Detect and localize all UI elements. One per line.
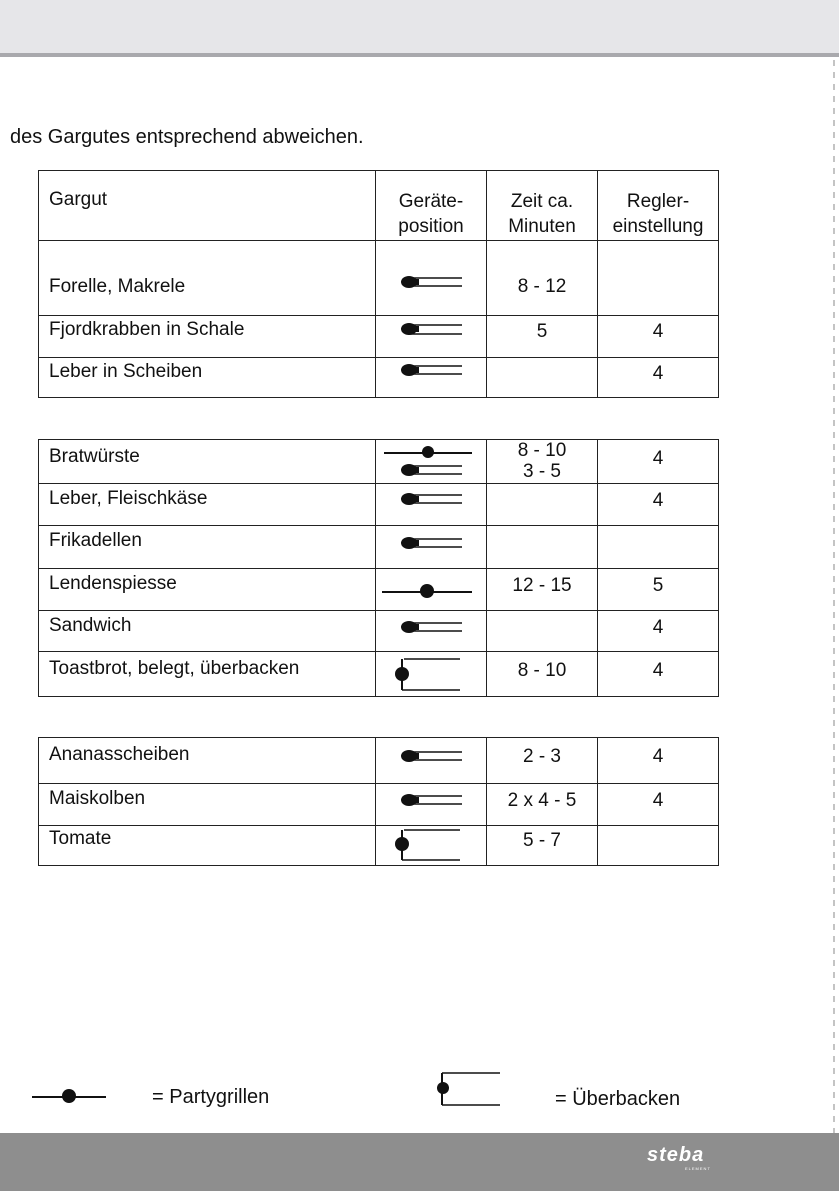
table-row bbox=[39, 526, 376, 569]
regler-cell bbox=[598, 611, 719, 652]
table-row bbox=[39, 611, 376, 652]
zeit-cell bbox=[487, 316, 598, 358]
position-cell bbox=[376, 526, 487, 569]
table-3 bbox=[38, 737, 719, 866]
grill-position-icon bbox=[376, 484, 487, 526]
row-name: Bratwürste bbox=[49, 446, 140, 467]
header-gargut-label: Gargut bbox=[49, 189, 108, 210]
grill-position-icon bbox=[376, 738, 487, 784]
row-name: Frikadellen bbox=[49, 530, 142, 551]
row-name: Leber, Fleischkäse bbox=[49, 488, 208, 509]
footer-bar bbox=[0, 1133, 839, 1191]
logo-wordmark: steba bbox=[647, 1144, 705, 1166]
regler-cell bbox=[598, 738, 719, 784]
row-name: Forelle, Makrele bbox=[49, 276, 186, 297]
regler-cell bbox=[598, 784, 719, 826]
table-row bbox=[39, 738, 376, 784]
position-cell bbox=[376, 484, 487, 526]
table-1 bbox=[38, 170, 719, 398]
party-position-icon bbox=[376, 569, 487, 611]
grill-position-icon bbox=[376, 526, 487, 569]
grill-position-icon bbox=[376, 358, 487, 398]
zeit-cell bbox=[487, 526, 598, 569]
zeit-value: 8 - 12 bbox=[517, 276, 567, 297]
regler-value: 4 bbox=[652, 790, 664, 811]
zeit-cell bbox=[487, 826, 598, 866]
regler-cell bbox=[598, 358, 719, 398]
table-row bbox=[39, 440, 376, 484]
regler-cell bbox=[598, 484, 719, 526]
zeit-value-2: 3 - 5 bbox=[522, 461, 562, 482]
row-name: Toastbrot, belegt, überbacken bbox=[49, 658, 300, 679]
position-cell bbox=[376, 826, 487, 866]
regler-value: 4 bbox=[652, 617, 664, 638]
header-regler-line2: einstellung bbox=[612, 216, 704, 237]
grill-position-icon bbox=[376, 316, 487, 358]
zeit-cell bbox=[487, 569, 598, 611]
zeit-value: 5 bbox=[536, 321, 548, 342]
header-zeit-line1: Zeit ca. bbox=[510, 191, 574, 212]
zeit-cell bbox=[487, 738, 598, 784]
position-cell bbox=[376, 241, 487, 316]
zeit-cell bbox=[487, 784, 598, 826]
zeit-cell bbox=[487, 241, 598, 316]
ueberbacken-position-icon bbox=[376, 826, 487, 866]
header-position-line1: Geräte- bbox=[398, 191, 464, 212]
position-cell bbox=[376, 784, 487, 826]
zeit-value: 2 x 4 - 5 bbox=[507, 790, 577, 811]
zeit-value: 5 - 7 bbox=[522, 830, 562, 851]
regler-value: 4 bbox=[652, 448, 664, 469]
regler-cell bbox=[598, 826, 719, 866]
grill-position-icon bbox=[376, 241, 487, 316]
party-grill-position-icon bbox=[376, 440, 487, 484]
zeit-value: 8 - 10 bbox=[517, 660, 567, 681]
header-zeit-line2: Minuten bbox=[508, 216, 576, 237]
header-bar bbox=[0, 0, 839, 57]
regler-value: 4 bbox=[652, 321, 664, 342]
page-edge-line bbox=[833, 60, 835, 1133]
table-row bbox=[39, 784, 376, 826]
zeit-value: 2 - 3 bbox=[522, 746, 562, 767]
position-cell bbox=[376, 440, 487, 484]
zeit-cell bbox=[487, 652, 598, 697]
intro-text: des Gargutes entsprechend abweichen. bbox=[10, 126, 364, 148]
table-row bbox=[39, 241, 376, 316]
zeit-cell bbox=[487, 611, 598, 652]
regler-value: 4 bbox=[652, 660, 664, 681]
row-name: Tomate bbox=[49, 828, 112, 849]
ueberbacken-legend-icon bbox=[434, 1070, 504, 1110]
zeit-value: 8 - 10 bbox=[517, 440, 567, 461]
regler-cell bbox=[598, 241, 719, 316]
position-cell bbox=[376, 358, 487, 398]
table-row bbox=[39, 569, 376, 611]
legend-party-label: = Partygrillen bbox=[152, 1086, 270, 1108]
regler-value: 4 bbox=[652, 490, 664, 511]
table-row bbox=[39, 826, 376, 866]
zeit-cell bbox=[487, 358, 598, 398]
header-gargut bbox=[39, 171, 376, 241]
regler-value: 5 bbox=[652, 575, 664, 596]
header-position-line2: position bbox=[398, 216, 464, 237]
ueberbacken-position-icon bbox=[376, 652, 487, 697]
row-name: Maiskolben bbox=[49, 788, 146, 809]
position-cell bbox=[376, 738, 487, 784]
table-row bbox=[39, 358, 376, 398]
legend-ueberbacken-label: = Überbacken bbox=[555, 1088, 681, 1110]
regler-value: 4 bbox=[652, 363, 664, 384]
table-row bbox=[39, 316, 376, 358]
table-2 bbox=[38, 439, 719, 697]
position-cell bbox=[376, 569, 487, 611]
zeit-cell bbox=[487, 484, 598, 526]
regler-cell bbox=[598, 440, 719, 484]
row-name: Leber in Scheiben bbox=[49, 361, 203, 382]
logo-subtext: ELEMENT bbox=[685, 1166, 711, 1171]
zeit-cell bbox=[487, 440, 598, 484]
regler-cell bbox=[598, 316, 719, 358]
steba-logo bbox=[647, 1144, 737, 1171]
row-name: Ananasscheiben bbox=[49, 744, 190, 765]
regler-cell bbox=[598, 526, 719, 569]
grill-position-icon bbox=[376, 784, 487, 826]
position-cell bbox=[376, 652, 487, 697]
row-name: Fjordkrabben in Schale bbox=[49, 319, 245, 340]
regler-cell bbox=[598, 652, 719, 697]
grill-position-icon bbox=[376, 611, 487, 652]
header-regler-line1: Regler- bbox=[626, 191, 690, 212]
regler-cell bbox=[598, 569, 719, 611]
row-name: Lendenspiesse bbox=[49, 573, 177, 594]
table-row bbox=[39, 484, 376, 526]
zeit-value: 12 - 15 bbox=[512, 575, 572, 596]
position-cell bbox=[376, 316, 487, 358]
row-name: Sandwich bbox=[49, 615, 132, 636]
header-zeit bbox=[487, 171, 598, 241]
regler-value: 4 bbox=[652, 746, 664, 767]
table-row bbox=[39, 652, 376, 697]
position-cell bbox=[376, 611, 487, 652]
header-regler bbox=[598, 171, 719, 241]
party-legend-icon bbox=[30, 1084, 110, 1108]
header-position bbox=[376, 171, 487, 241]
